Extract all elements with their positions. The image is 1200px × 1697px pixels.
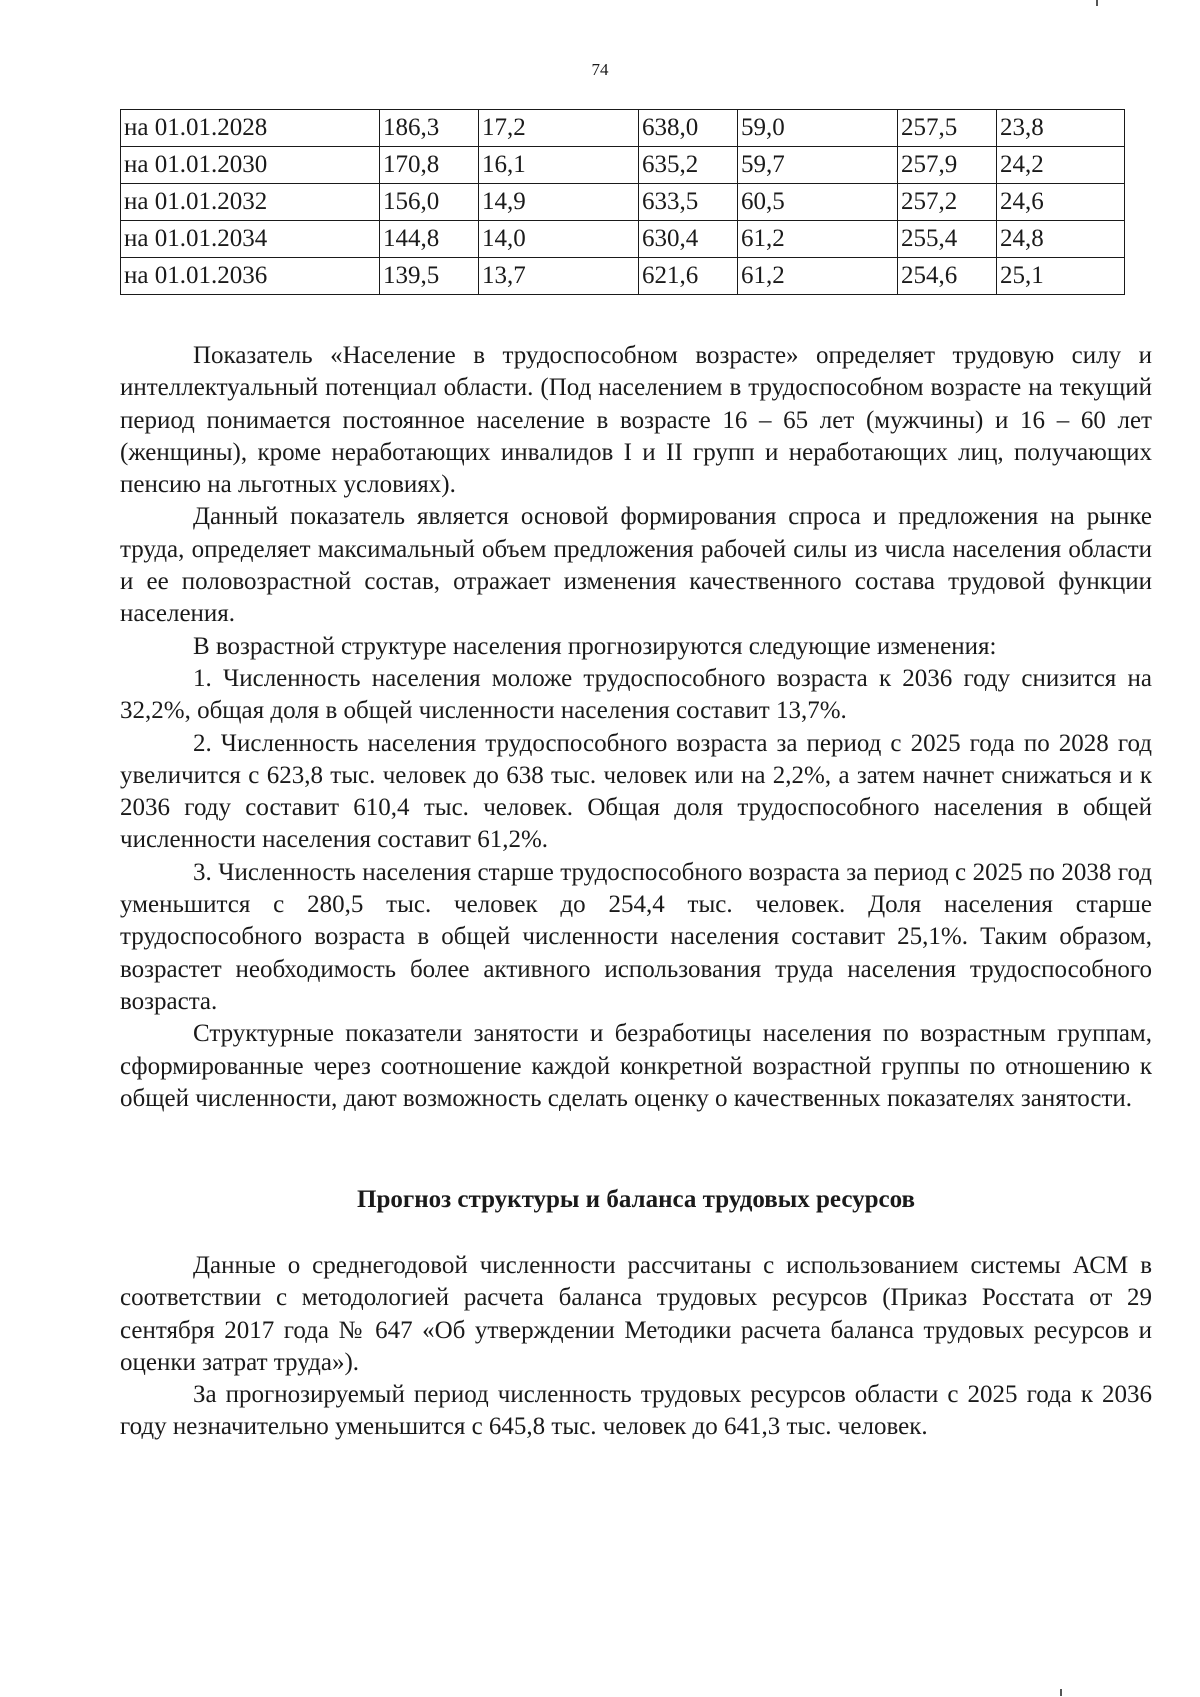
table-cell-value: 144,8 — [380, 221, 479, 258]
table-cell-value: 156,0 — [380, 184, 479, 221]
table-cell-value: 635,2 — [639, 147, 738, 184]
table-cell-value: 24,2 — [997, 147, 1125, 184]
paragraph-labor-forecast: За прогнозируемый период численность трудовых ресурсов области с 2025 года к 2036 году незначительно уменьшится с 645,8 тыс. человек до 641,3 тыс. человек. — [120, 1381, 1152, 1441]
table-cell-value: 254,6 — [898, 258, 997, 295]
table-cell-value: 255,4 — [898, 221, 997, 258]
page-number: 74 — [591, 60, 609, 79]
table-cell-value: 59,0 — [738, 110, 898, 147]
table-cell-value: 630,4 — [639, 221, 738, 258]
section-heading: Прогноз структуры и баланса трудовых ресурсов — [357, 1186, 915, 1213]
table-cell-date: на 01.01.2030 — [121, 147, 380, 184]
section-text — [120, 1250, 1152, 1444]
table-cell-date: на 01.01.2034 — [121, 221, 380, 258]
paragraph-data-source: Данные о среднегодовой численности рассчитаны с использованием системы АСМ в соответствии с методологией расчета баланса трудовых ресурсов (Приказ Росстата от 29 сентября 2017 года № 647 «Об утверждении Методики расчета баланса трудовых ресурсов и оценки затрат труда»). — [120, 1252, 1152, 1376]
table-cell-value: 139,5 — [380, 258, 479, 295]
table-cell-value: 24,8 — [997, 221, 1125, 258]
body-text — [120, 340, 1152, 1115]
table-cell-date: на 01.01.2028 — [121, 110, 380, 147]
table-cell-value: 61,2 — [738, 258, 898, 295]
table-cell-value: 257,2 — [898, 184, 997, 221]
table-cell-value: 257,5 — [898, 110, 997, 147]
table-cell-value: 23,8 — [997, 110, 1125, 147]
table-cell-value: 633,5 — [639, 184, 738, 221]
paragraph-item-2: 2. Численность населения трудоспособного возраста за период с 2025 года по 2028 год увеличится с 623,8 тыс. человек до 638 тыс. человек или на 2,2%, а затем начнет снижаться и к 2036 году составит 610,4 тыс. человек. Общая доля трудоспособного населения в общей численности населения составит 61,2%. — [120, 729, 1152, 854]
paragraph-structure-intro: В возрастной структуре населения прогнозируются следующие изменения: — [193, 632, 997, 660]
paragraph-indicator-role: Данный показатель является основой формирования спроса и предложения на рынке труда, определяет максимальный объем предложения рабочей силы из числа населения области и ее половозрастной состав, отражает изменения качественного состава трудовой функции населения. — [120, 503, 1152, 628]
table-cell-value: 170,8 — [380, 147, 479, 184]
table-cell-date: на 01.01.2032 — [121, 184, 380, 221]
table-body — [121, 110, 1125, 295]
table-cell-value: 61,2 — [738, 221, 898, 258]
paragraph-item-3: 3. Численность населения старше трудоспособного возраста за период с 2025 по 2038 год уменьшится с 280,5 тыс. человек до 254,4 тыс. человек. Доля населения старше трудоспособного возраста в общей численности населения составит 25,1%. Таким образом, возрастет необходимость более активного использования труда населения трудоспособного возраста. — [120, 858, 1152, 1015]
table-row — [121, 221, 1125, 258]
paragraph-item-1: 1. Численность населения моложе трудоспособного возраста к 2036 году снизится на 32,2%, общая доля в общей численности населения составит 13,7%. — [120, 664, 1152, 725]
table-cell-value: 59,7 — [738, 147, 898, 184]
table-cell-value: 257,9 — [898, 147, 997, 184]
scan-mark-top — [1096, 0, 1098, 6]
table-cell-value: 60,5 — [738, 184, 898, 221]
population-table — [120, 109, 1125, 295]
table-row — [121, 147, 1125, 184]
table-cell-value: 16,1 — [479, 147, 639, 184]
table-cell-date: на 01.01.2036 — [121, 258, 380, 295]
table-cell-value: 14,9 — [479, 184, 639, 221]
table-cell-value: 638,0 — [639, 110, 738, 147]
table-row — [121, 258, 1125, 295]
table-cell-value: 621,6 — [639, 258, 738, 295]
table-cell-value: 13,7 — [479, 258, 639, 295]
paragraph-structural-indicators: Структурные показатели занятости и безработицы населения по возрастным группам, сформированные через соотношение каждой конкретной возрастной группы по отношению к общей численности, дают возможность сделать оценку о качественных показателях занятости. — [120, 1020, 1152, 1112]
table-row — [121, 184, 1125, 221]
table-row — [121, 110, 1125, 147]
scan-mark-bottom — [1060, 1689, 1062, 1696]
table-cell-value: 14,0 — [479, 221, 639, 258]
table-cell-value: 17,2 — [479, 110, 639, 147]
table-cell-value: 24,6 — [997, 184, 1125, 221]
table-cell-value: 186,3 — [380, 110, 479, 147]
table-cell-value: 25,1 — [997, 258, 1125, 295]
paragraph-indicator-definition: Показатель «Население в трудоспособном возрасте» определяет трудовую силу и интеллектуальный потенциал области. (Под населением в трудоспособном возрасте на текущий период понимается постоянное население в возрасте 16 – 65 лет (мужчины) и 16 – 60 лет (женщины), кроме неработающих инвалидов I и II групп и неработающих лиц, получающих пенсию на льготных условиях). — [120, 342, 1152, 499]
